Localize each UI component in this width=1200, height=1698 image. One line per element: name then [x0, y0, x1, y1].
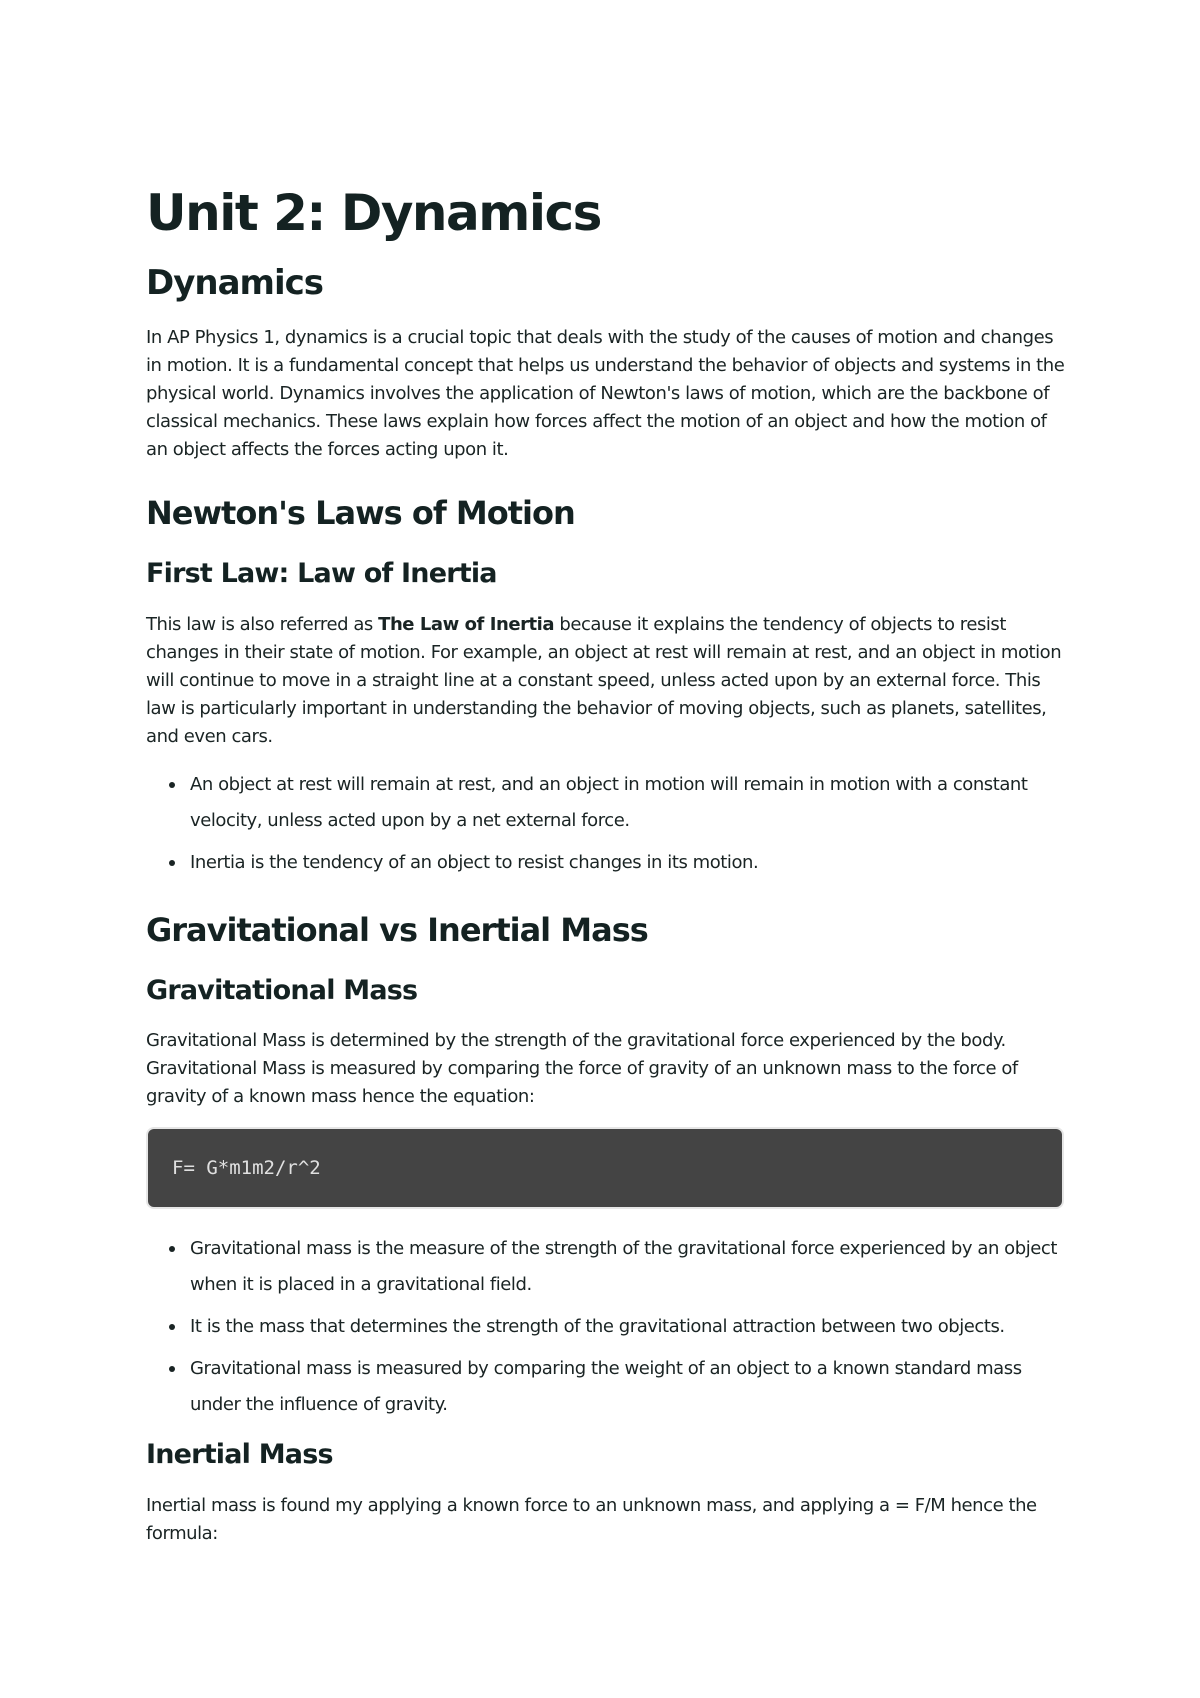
gravitational-mass-paragraph: Gravitational Mass is determined by the strength of the gravitational force experienced by the body. Gravitational Mass is measured by comparing the force of gravity of an unknown mass to the force of gravity of a known mass hence the equation: — [146, 1030, 1018, 1108]
section-heading-dynamics: Dynamics — [146, 263, 324, 303]
subheading-first-law: First Law: Law of Inertia — [146, 558, 497, 590]
first-law-text-start: This law is also referred as — [146, 613, 379, 635]
first-law-paragraph — [146, 611, 1066, 751]
section-heading-mass: Gravitational vs Inertial Mass — [146, 910, 648, 949]
first-law-text-end: because it explains the tendency of objects to resist changes in their state of motion. For example, an object at rest will remain at rest, and an object in motion will continue to move in a straight line at a constant speed, unless acted upon by an external force. This law is particularly important in understanding the behavior of moving objects, such as planets, satellites, and even cars. — [146, 613, 1062, 747]
gravitational-mass-bullet-list — [146, 1231, 1066, 1423]
list-item: It is the mass that determines the strength of the gravitational attraction between two objects. — [190, 1309, 1066, 1345]
inertial-mass-paragraph: Inertial mass is found my applying a known force to an unknown mass, and applying a = F/M hence the formula: — [146, 1494, 1037, 1544]
document-page — [146, 186, 1066, 1564]
list-item: Inertia is the tendency of an object to resist changes in its motion. — [190, 845, 1066, 881]
subheading-inertial-mass: Inertial Mass — [146, 1439, 333, 1471]
page-title: Unit 2: Dynamics — [146, 184, 601, 242]
law-of-inertia-bold: The Law of Inertia — [378, 613, 555, 635]
section-heading-newtons-laws: Newton's Laws of Motion — [146, 493, 575, 532]
code-block — [148, 1129, 1062, 1207]
first-law-bullet-list — [146, 767, 1066, 881]
subheading-gravitational-mass: Gravitational Mass — [146, 974, 418, 1006]
list-item: Gravitational mass is the measure of the strength of the gravitational force experienced by an object when it is placed in a gravitational field. — [190, 1231, 1066, 1303]
list-item: An object at rest will remain at rest, and an object in motion will remain in motion with a constant velocity, unless acted upon by a net external force. — [190, 767, 1066, 839]
code-equation: F= G*m1m2/r^2 — [172, 1157, 321, 1180]
dynamics-paragraph: In AP Physics 1, dynamics is a crucial topic that deals with the study of the causes of motion and changes in motion. It is a fundamental concept that helps us understand the behavior of objects and systems in the physical world. Dynamics involves the application of Newton's laws of motion, which are the backbone of classical mechanics. These laws explain how forces affect the motion of an object and how the motion of an object affects the forces acting upon it. — [146, 326, 1065, 460]
list-item: Gravitational mass is measured by comparing the weight of an object to a known standard mass under the influence of gravity. — [190, 1351, 1066, 1423]
